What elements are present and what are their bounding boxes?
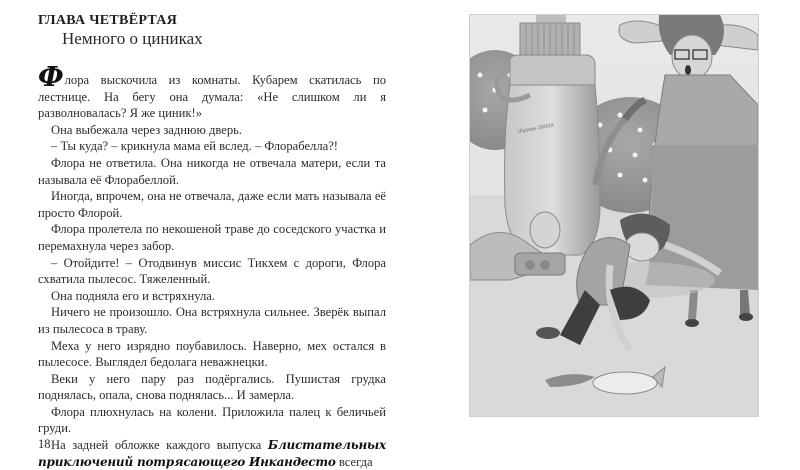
paragraph-text: всегда (335, 454, 373, 469)
paragraph-text: лора выскочила из комнаты. Кубарем скатилась по лестнице. На бегу она думала: «Не слишком ли я разволновалась? Я же циник!» (38, 73, 386, 121)
paragraph: Она выбежала через заднюю дверь. (51, 122, 243, 137)
page-number: 18 (38, 437, 51, 451)
chapter-label: ГЛАВА ЧЕТВЁРТАЯ (38, 13, 178, 28)
paragraph: – Отойдите! – Отодвинув миссис Тикхем с дороги, Флора схватила пылесос. Тяжеленный. (38, 255, 386, 287)
vacuum-label: Ulysses 2000X (517, 122, 555, 135)
paragraph-last (38, 437, 386, 470)
comic-title: Блистательных приключений потрясающего Инкандесто (38, 438, 386, 469)
drop-cap: Ф (38, 62, 64, 93)
paragraph: Она подняла его и встряхнула. (51, 288, 215, 303)
paragraph-text: На задней обложке каждого выпуска (51, 438, 268, 453)
paragraph: Ничего не произошло. Она встряхнула сильнее. Зверёк выпал из пылесоса в траву. (38, 305, 386, 336)
illustration (469, 14, 759, 417)
paragraph: Веки у него пару раз подёргались. Пушистая грудка поднялась, опала, снова поднялась... И замерла. (38, 371, 386, 403)
paragraph: Флора не ответила. Она никогда не отвечала матери, если та называла её Флорабеллой. (38, 155, 386, 187)
illustration-drawing (470, 15, 758, 416)
body-text (38, 62, 386, 470)
paragraph (38, 62, 386, 122)
paragraph: Иногда, впрочем, она не отвечала, даже если мать называла её просто Флорой. (38, 189, 386, 220)
paragraph: – Ты куда? – крикнула мама ей вслед. – Флорабелла?! (51, 139, 338, 154)
paragraph: Меха у него изрядно поубавилось. Наверно, мех остался в пылесосе. Выглядел бедолага неважнецки. (38, 338, 386, 370)
paragraph: Флора плюхнулась на колени. Приложила палец к беличьей груди. (38, 404, 386, 436)
chapter-title: Немного о циниках (62, 29, 203, 48)
left-page (0, 0, 400, 469)
paragraph: Флора пролетела по некошеной траве до соседского участка и перемахнула через забор. (38, 222, 386, 253)
